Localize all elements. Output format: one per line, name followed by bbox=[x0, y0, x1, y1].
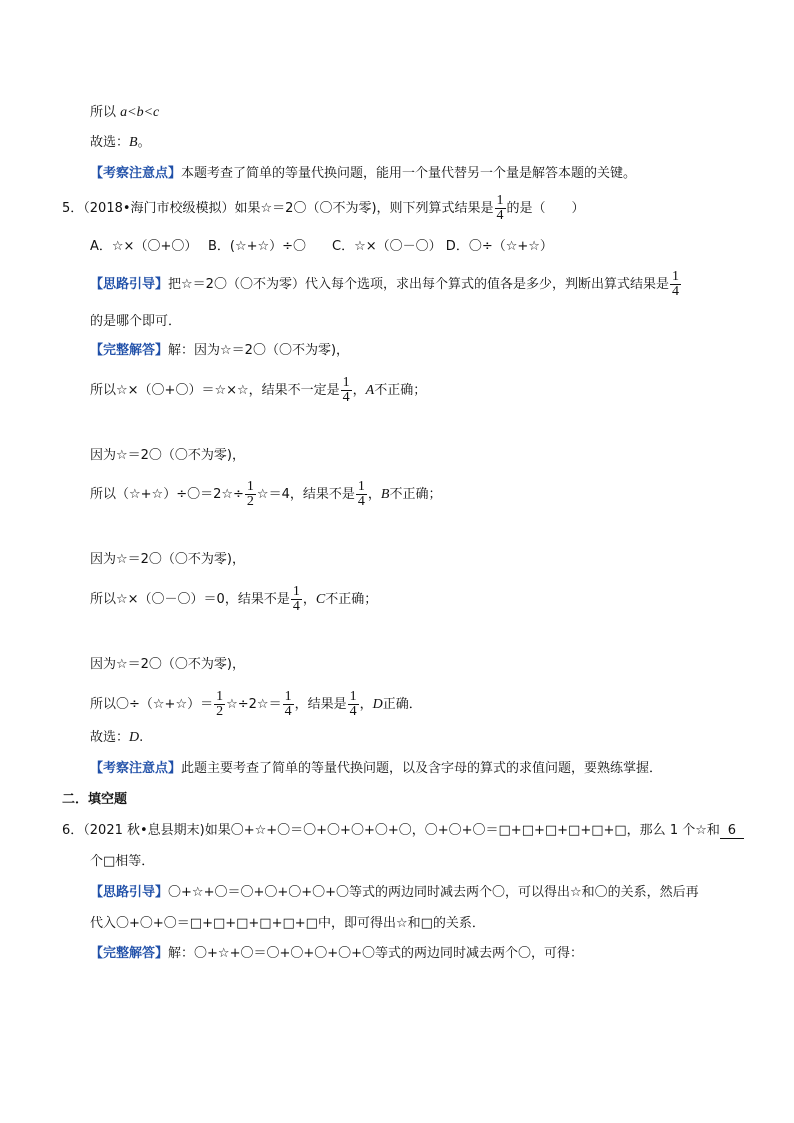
hint-tag: 【思路引导】 bbox=[90, 277, 169, 292]
numerator: 1 bbox=[496, 193, 504, 208]
text: ， bbox=[302, 592, 316, 607]
hint-line-1 bbox=[90, 270, 682, 299]
fraction bbox=[670, 270, 681, 299]
text: 。 bbox=[137, 135, 151, 150]
question-text: 的是（ ） bbox=[506, 201, 585, 216]
denominator: 4 bbox=[284, 704, 292, 719]
note-tag: 【考察注意点】 bbox=[90, 166, 182, 181]
denominator: 2 bbox=[246, 494, 254, 509]
question-text: 6．（2021 秋•息县期末)如果〇+☆+〇＝〇+〇+〇+〇+〇，〇+〇+〇＝□+□+□+□+□+□，那么 1 个☆和 bbox=[62, 823, 720, 838]
answer-d bbox=[90, 690, 422, 719]
numerator: 1 bbox=[349, 689, 357, 704]
text: 所以☆×（〇+〇）＝☆×☆，结果不一定是 bbox=[90, 383, 340, 398]
numerator: 1 bbox=[246, 479, 254, 494]
hint-tag: 【思路引导】 bbox=[90, 885, 169, 900]
section-heading: 二．填空题 bbox=[62, 792, 128, 807]
because-line-b: 因为☆＝2〇（〇不为零)， bbox=[90, 448, 245, 463]
options-line: A．☆×（〇+〇） B．(☆+☆）÷〇 C．☆×（〇－〇） D．〇÷（☆+☆） bbox=[90, 239, 553, 254]
text: 不正确； bbox=[389, 487, 442, 502]
denominator: 4 bbox=[357, 494, 365, 509]
answer-a bbox=[90, 376, 426, 405]
fraction bbox=[495, 194, 506, 223]
text: 所以〇÷（☆+☆）＝ bbox=[90, 697, 214, 712]
numerator: 1 bbox=[357, 479, 365, 494]
answer-b bbox=[90, 480, 441, 509]
math-inequality: a<b<c bbox=[120, 105, 160, 120]
question-6-cont: 个□相等． bbox=[90, 854, 155, 869]
text: ， bbox=[352, 383, 366, 398]
note-line-1 bbox=[90, 165, 636, 183]
question-6 bbox=[62, 822, 744, 840]
math-var: D bbox=[129, 730, 140, 745]
fraction bbox=[245, 480, 256, 509]
question-text: 5．（2018•海门市校级模拟）如果☆＝2〇（〇不为零)，则下列算式结果是 bbox=[62, 201, 494, 216]
text: ， bbox=[367, 487, 381, 502]
hint-line-2: 的是哪个即可． bbox=[90, 314, 182, 329]
math-var: A bbox=[365, 383, 375, 398]
numerator: 1 bbox=[284, 689, 292, 704]
numerator: 1 bbox=[342, 375, 350, 390]
answer-tag: 【完整解答】 bbox=[90, 343, 169, 358]
numerator: 1 bbox=[292, 584, 300, 599]
text: 故选： bbox=[90, 730, 130, 745]
because-line-c: 因为☆＝2〇（〇不为零)， bbox=[90, 552, 245, 567]
fraction bbox=[291, 585, 302, 614]
text: ，结果是 bbox=[294, 697, 347, 712]
answer-blank: 6 bbox=[720, 823, 744, 839]
denominator: 2 bbox=[216, 704, 224, 719]
text: 所以 bbox=[90, 105, 121, 120]
fraction bbox=[356, 480, 367, 509]
note-tag: 【考察注意点】 bbox=[90, 761, 182, 776]
answer6-line bbox=[90, 945, 583, 963]
answer-text: 解：因为☆＝2〇（〇不为零)， bbox=[168, 343, 350, 358]
because-line-d: 因为☆＝2〇（〇不为零)， bbox=[90, 657, 245, 672]
text: . bbox=[139, 730, 144, 745]
denominator: 4 bbox=[349, 704, 357, 719]
text: 正确． bbox=[382, 697, 422, 712]
hint6-line-2: 代入〇+〇+〇＝□+□+□+□+□+□中，即可得出☆和□的关系． bbox=[90, 916, 485, 931]
numerator: 1 bbox=[671, 269, 679, 284]
answer-c bbox=[90, 585, 377, 614]
denominator: 4 bbox=[342, 390, 350, 405]
text: ☆＝4，结果不是 bbox=[256, 487, 355, 502]
math-var: B bbox=[129, 135, 138, 150]
text: ， bbox=[359, 697, 373, 712]
text: 所以☆×（〇－〇）＝0，结果不是 bbox=[90, 592, 290, 607]
hint6-line-1 bbox=[90, 884, 699, 902]
note-text: 此题主要考查了简单的等量代换问题，以及含字母的算式的求值问题，要熟练掌握． bbox=[181, 761, 663, 776]
math-var: C bbox=[315, 592, 326, 607]
answer-line-1 bbox=[90, 342, 349, 360]
line-conclusion bbox=[90, 104, 159, 122]
note-text: 本题考查了简单的等量代换问题，能用一个量代替另一个量是解答本题的关键。 bbox=[181, 166, 637, 181]
numerator: 1 bbox=[216, 689, 224, 704]
question-5 bbox=[62, 194, 585, 223]
denominator: 4 bbox=[292, 599, 300, 614]
hint-text: 把☆＝2〇（〇不为零）代入每个选项，求出每个算式的值各是多少，判断出算式结果是 bbox=[168, 277, 669, 292]
math-var: D bbox=[372, 697, 383, 712]
text: 故选： bbox=[90, 135, 130, 150]
fraction bbox=[283, 690, 294, 719]
note-line-2 bbox=[90, 760, 662, 778]
text: 不正确； bbox=[325, 592, 378, 607]
denominator: 4 bbox=[671, 284, 679, 299]
denominator: 4 bbox=[496, 208, 504, 223]
text: 所以（☆+☆）÷〇＝2☆÷ bbox=[90, 487, 244, 502]
answer-text: 解：〇+☆+〇＝〇+〇+〇+〇+〇等式的两边同时减去两个〇，可得： bbox=[168, 946, 584, 961]
text: ☆÷2☆＝ bbox=[226, 697, 282, 712]
text: 不正确； bbox=[374, 383, 427, 398]
line-choice-d bbox=[90, 729, 143, 747]
answer-tag: 【完整解答】 bbox=[90, 946, 169, 961]
math-var: B bbox=[380, 487, 390, 502]
fraction bbox=[341, 376, 352, 405]
hint-text: 〇+☆+〇＝〇+〇+〇+〇+〇等式的两边同时减去两个〇，可以得出☆和〇的关系，然后再 bbox=[168, 885, 699, 900]
fraction bbox=[214, 690, 225, 719]
line-choice-b bbox=[90, 134, 151, 152]
fraction bbox=[348, 690, 359, 719]
